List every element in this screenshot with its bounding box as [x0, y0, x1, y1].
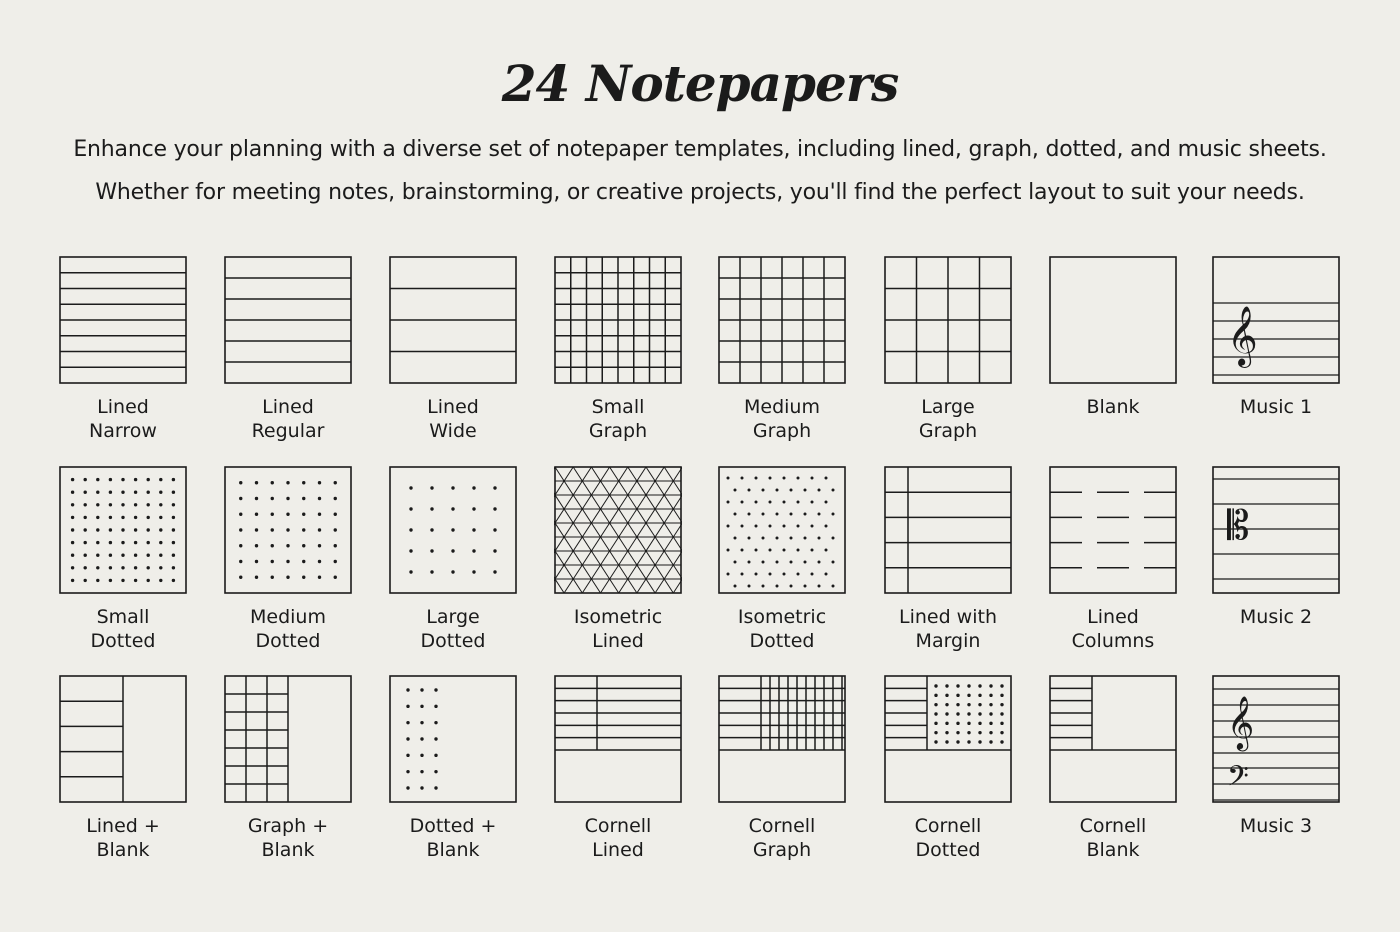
- template-label-line: Dotted: [915, 839, 981, 861]
- template-label-line: Cornell: [914, 815, 982, 837]
- template-label-line: Small: [96, 606, 150, 628]
- template-label: [1196, 395, 1356, 419]
- template-preview: [718, 466, 846, 594]
- template-label: [702, 605, 862, 653]
- template-label: [208, 605, 368, 653]
- template-tile: [868, 256, 1028, 456]
- template-label: [868, 814, 1028, 862]
- template-label-line: Blank: [1086, 396, 1140, 418]
- template-label-line: Blank: [426, 839, 480, 861]
- subtitle-line-2: Whether for meeting notes, brainstorming, or creative projects, you'll find the perfect layout to suit your needs.: [95, 180, 1305, 205]
- template-preview: [554, 675, 682, 803]
- template-preview: [1212, 256, 1340, 384]
- template-label-line: Music 3: [1239, 815, 1313, 837]
- template-label: [373, 814, 533, 862]
- template-label-line: Graph: [588, 420, 648, 442]
- template-label: [868, 395, 1028, 443]
- page-title: 24 Notepapers: [501, 54, 899, 113]
- template-tile: [208, 675, 368, 875]
- template-preview: [1212, 466, 1340, 594]
- template-label: [538, 814, 698, 862]
- template-label-line: Isometric: [737, 606, 827, 628]
- template-tile: [43, 256, 203, 456]
- template-label: [702, 814, 862, 862]
- template-label: [538, 395, 698, 443]
- template-preview: [224, 675, 352, 803]
- template-tile: [1196, 675, 1356, 875]
- template-preview: [884, 256, 1012, 384]
- template-preview: [1049, 256, 1177, 384]
- svg-text:𝄡: 𝄡: [1227, 503, 1250, 549]
- template-label-line: Blank: [261, 839, 315, 861]
- template-tile: [1196, 466, 1356, 666]
- template-preview: [59, 466, 187, 594]
- template-label: [43, 814, 203, 862]
- template-label-line: Dotted: [420, 630, 486, 652]
- template-tile: [43, 466, 203, 666]
- template-preview: [224, 466, 352, 594]
- template-preview: [1049, 466, 1177, 594]
- template-label: [702, 395, 862, 443]
- template-label-line: Cornell: [748, 815, 816, 837]
- template-label-line: Small: [591, 396, 645, 418]
- template-preview: [389, 256, 517, 384]
- template-label-line: Narrow: [89, 420, 157, 442]
- template-preview: [224, 256, 352, 384]
- template-label-line: Lined: [1087, 606, 1139, 628]
- template-preview: [718, 256, 846, 384]
- template-preview: [1049, 675, 1177, 803]
- template-preview: [554, 466, 682, 594]
- template-tile: [208, 256, 368, 456]
- template-label: [1033, 395, 1193, 419]
- template-label-line: Graph: [752, 839, 812, 861]
- template-label: [538, 605, 698, 653]
- template-label: [43, 605, 203, 653]
- template-tile: [208, 466, 368, 666]
- template-label-line: Regular: [251, 420, 325, 442]
- template-tile: [373, 256, 533, 456]
- template-label-line: Lined with: [898, 606, 997, 628]
- template-label: [1033, 605, 1193, 653]
- template-label-line: Lined: [427, 396, 479, 418]
- template-tile: [868, 675, 1028, 875]
- template-label-line: Lined: [97, 396, 149, 418]
- template-label: [1033, 814, 1193, 862]
- template-label: [868, 605, 1028, 653]
- subtitle-line-1: Enhance your planning with a diverse set of notepaper templates, including lined, graph, dotted, and music sheets.: [73, 137, 1327, 162]
- template-tile: [702, 675, 862, 875]
- template-label: [373, 605, 533, 653]
- template-label-line: Lined: [592, 630, 644, 652]
- template-tile: [373, 675, 533, 875]
- template-label-line: Lined: [592, 839, 644, 861]
- template-label-line: Dotted: [255, 630, 321, 652]
- template-preview: [1212, 675, 1340, 803]
- template-label-line: Dotted: [749, 630, 815, 652]
- template-tile: [868, 466, 1028, 666]
- template-label-line: Medium: [744, 396, 820, 418]
- template-label-line: Large: [426, 606, 480, 628]
- template-label-line: Lined +: [86, 815, 160, 837]
- template-tile: [1196, 256, 1356, 456]
- svg-text:𝄢: 𝄢: [1227, 760, 1249, 800]
- template-tile: [1033, 675, 1193, 875]
- template-tile: [43, 675, 203, 875]
- template-tile: [538, 466, 698, 666]
- svg-text:𝄞: 𝄞: [1227, 306, 1258, 366]
- template-label-line: Blank: [1086, 839, 1140, 861]
- template-label-line: Cornell: [584, 815, 652, 837]
- template-label: [373, 395, 533, 443]
- template-tile: [538, 256, 698, 456]
- template-label-line: Columns: [1071, 630, 1155, 652]
- template-tile: [1033, 466, 1193, 666]
- template-label-line: Cornell: [1079, 815, 1147, 837]
- template-preview: [884, 675, 1012, 803]
- template-label: [208, 395, 368, 443]
- template-label-line: Graph +: [247, 815, 329, 837]
- template-label-line: Blank: [96, 839, 150, 861]
- template-tile: [702, 466, 862, 666]
- template-label: [208, 814, 368, 862]
- template-preview: [59, 256, 187, 384]
- template-preview: [884, 466, 1012, 594]
- template-label-line: Wide: [429, 420, 477, 442]
- template-label-line: Lined: [262, 396, 314, 418]
- template-label-line: Dotted +: [409, 815, 497, 837]
- template-label-line: Graph: [918, 420, 978, 442]
- template-label-line: Dotted: [90, 630, 156, 652]
- template-label-line: Margin: [915, 630, 981, 652]
- template-tile: [538, 675, 698, 875]
- template-label-line: Large: [921, 396, 975, 418]
- template-label: [1196, 814, 1356, 838]
- template-label-line: Graph: [752, 420, 812, 442]
- template-preview: [718, 675, 846, 803]
- template-tile: [373, 466, 533, 666]
- template-tile: [1033, 256, 1193, 456]
- template-preview: [59, 675, 187, 803]
- svg-text:𝄞: 𝄞: [1227, 695, 1255, 749]
- template-label-line: Music 1: [1239, 396, 1313, 418]
- template-tile: [702, 256, 862, 456]
- template-label-line: Isometric: [573, 606, 663, 628]
- template-label: [43, 395, 203, 443]
- template-label: [1196, 605, 1356, 629]
- template-label-line: Music 2: [1239, 606, 1313, 628]
- template-label-line: Medium: [250, 606, 326, 628]
- template-preview: [389, 675, 517, 803]
- template-preview: [389, 466, 517, 594]
- template-preview: [554, 256, 682, 384]
